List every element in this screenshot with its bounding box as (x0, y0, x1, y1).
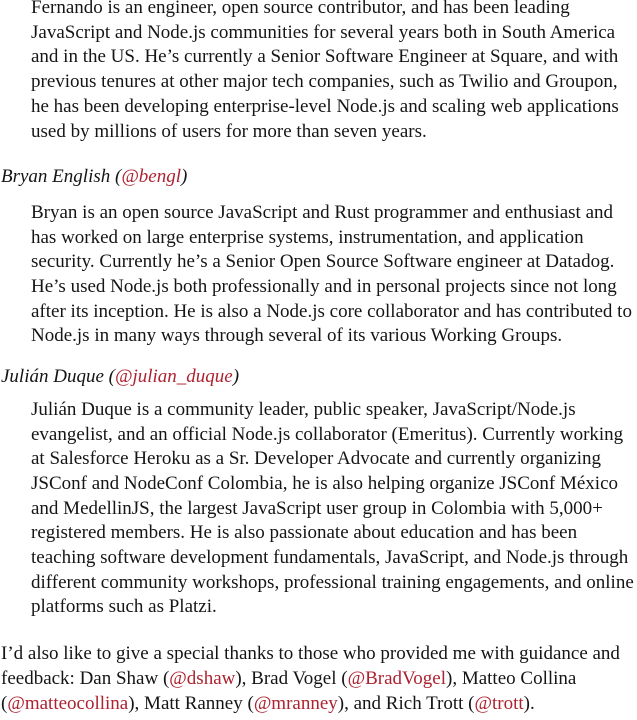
text-segment: ), Brad Vogel ( (235, 667, 348, 689)
bio-heading-name: Bryan English ( (1, 166, 122, 188)
link-bradvogel[interactable]: @BradVogel (347, 667, 446, 689)
text-segment: I’d also like to give a special thanks to those who provided me with guidance and feedback: Dan Shaw ( (1, 643, 620, 689)
link-matteocollina[interactable]: @matteocollina (7, 692, 129, 714)
text-segment: ), Matteo Collina ( (1, 667, 577, 714)
link-dshaw[interactable]: @dshaw (169, 667, 236, 689)
bio-heading-julian-duque (1, 365, 636, 390)
bio-heading-close-paren: ) (232, 366, 240, 388)
intro-bio-paragraph: Fernando is an engineer, open source contributor, and has been leading JavaScript and Node.js communities for several years both in South America and in the US. He’s currently a Senior Software Engineer at Square, and with previous tenures at other major tech companies, such as Twilio and Groupon, he has been developing enterprise-level Node.js and scaling web applications used by millions of users for more than seven years. (31, 0, 619, 142)
link-mranney[interactable]: @mranney (253, 692, 338, 714)
bio-heading-close-paren: ) (181, 166, 188, 188)
bio-heading-name: Julián Duque ( (1, 366, 115, 388)
link-trott[interactable]: @trott (474, 692, 524, 714)
bio-paragraph-bryan-english: Bryan is an open source JavaScript and Rust programmer and enthusiast and has worked on large enterprise systems, instrumentation, and application security. Currently he’s a Senior Open Source Software engineer at Datadog. He’s used Node.js both professionally and in personal projects since not long after its inception. He is also a Node.js core collaborator and has contributed to Node.js in many ways through several of its various Working Groups. (31, 201, 632, 347)
text-segment: ), Matt Ranney ( (128, 692, 254, 714)
text-segment: ). (523, 692, 535, 714)
text-segment: ), and Rich Trott ( (337, 692, 475, 714)
link-bengl[interactable]: @bengl (121, 166, 182, 188)
bio-heading-bryan-english (1, 165, 636, 190)
bio-paragraph-julian-duque: Julián Duque is a community leader, public speaker, JavaScript/Node.js evangelist, and an official Node.js collaborator (Emeritus). Currently working at Salesforce Heroku as a Sr. Developer Advocate and currently organizing JSConf and NodeConf Colombia, he is also helping organize JSConf México and MedellinJS, the largest JavaScript user group in Colombia with 5,000+ registered members. He is also passionate about education and has been teaching software development fundamentals, JavaScript, and Node.js through different community workshops, professional training engagements, and online platforms such as Platzi. (31, 398, 634, 618)
link-julian-duque[interactable]: @julian_duque (114, 366, 233, 388)
thanks-paragraph (1, 642, 636, 716)
